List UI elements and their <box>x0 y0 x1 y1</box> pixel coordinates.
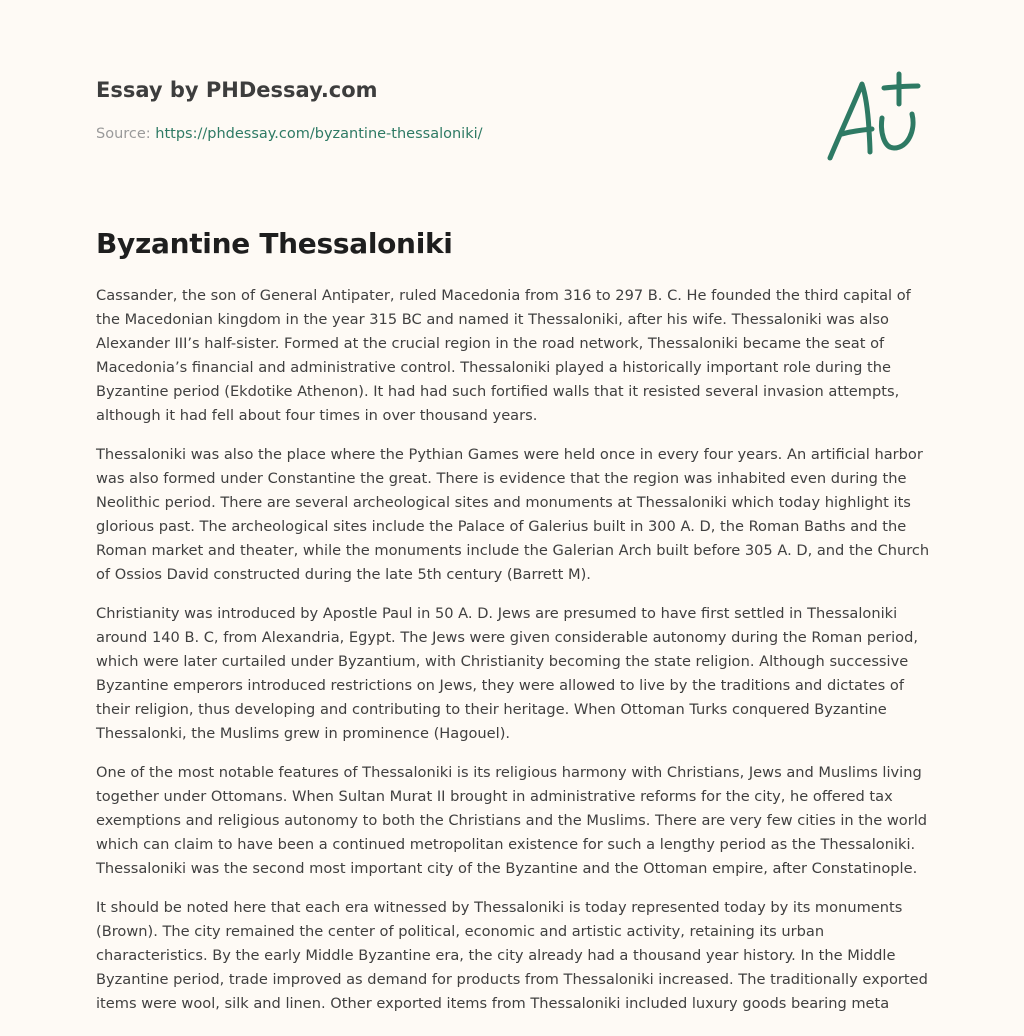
source-line <box>96 124 736 144</box>
essay-paragraph: It should be noted here that each era witnessed by Thessaloniki is today represented today by its monuments (Brown). The city remained the center of political, economic and artistic activity, retaining its urban characteristics. By the early Middle Byzantine era, the city already had a thousand year history. In the Middle Byzantine period, trade improved as demand for products from Thessaloniki increased. The traditionally exported items were wool, silk and linen. Other exported items from Thessaloniki included luxury goods bearing meta <box>96 899 928 1012</box>
site-brand: Essay by PHDessay.com <box>96 78 378 102</box>
essay-body <box>96 284 932 1031</box>
essay-paragraph: One of the most notable features of Thessaloniki is its religious harmony with Christians, Jews and Muslims living together under Ottomans. When Sultan Murat II brought in administrative reforms for the city, he offered tax exemptions and religious autonomy to both the Christians and the Muslims. There are very few cities in the world which can claim to have been a continued metropolitan existence for such a lengthy period as the Thessaloniki. Thessaloniki was the second most important city of the Byzantine and the Ottoman empire, after Constatinople. <box>96 764 928 877</box>
essay-paragraph: Cassander, the son of General Antipater, ruled Macedonia from 316 to 297 B. C. He founded the third capital of the Macedonian kingdom in the year 315 BC and named it Thessaloniki, after his wife. Thessaloniki was also Alexander III’s half-sister. Formed at the crucial region in the road network, Thessaloniki became the seat of Macedonia’s financial and administrative control. Thessaloniki played a historically important role during the Byzantine period (Ekdotike Athenon). It had had such fortified walls that it resisted several invasion attempts, although it had fell about four times in over thousand years. <box>96 287 911 424</box>
source-label: Source: <box>96 126 151 142</box>
essay-header <box>96 72 736 144</box>
a-plus-grade-icon <box>822 68 926 164</box>
essay-paragraph: Thessaloniki was also the place where the Pythian Games were held once in every four years. An artificial harbor was also formed under Constantine the great. There is evidence that the region was inhabited even during the Neolithic period. There are several archeological sites and monuments at Thessaloniki which today highlight its glorious past. The archeological sites include the Palace of Galerius built in 300 A. D, the Roman Baths and the Roman market and theater, while the monuments include the Galerian Arch built before 305 A. D, and the Church of Ossios David constructed during the late 5th century (Barrett M). <box>96 446 930 583</box>
essay-title: Byzantine Thessaloniki <box>96 227 453 260</box>
essay-paragraph: Christianity was introduced by Apostle Paul in 50 A. D. Jews are presumed to have first settled in Thessaloniki around 140 B. C, from Alexandria, Egypt. The Jews were given considerable autonomy during the Roman period, which were later curtailed under Byzantium, with Christianity becoming the state religion. Although successive Byzantine emperors introduced restrictions on Jews, they were allowed to live by the traditions and dictates of their religion, thus developing and contributing to their heritage. When Ottoman Turks conquered Byzantine Thessalonki, the Muslims grew in prominence (Hagouel). <box>96 605 918 742</box>
source-link[interactable]: https://phdessay.com/byzantine-thessaloniki/ <box>155 126 483 142</box>
